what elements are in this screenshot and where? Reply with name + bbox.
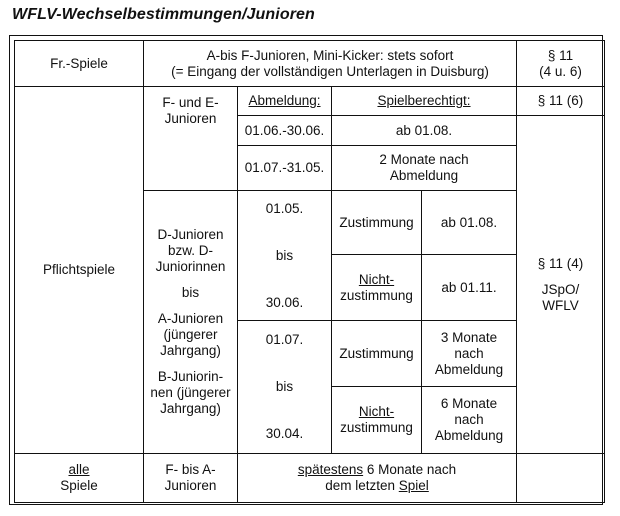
abmeldung-header: Abmeldung:	[238, 87, 332, 116]
result-ab-0111: ab 01.11.	[422, 255, 517, 321]
transfer-rules-table	[14, 40, 605, 503]
fe-date-2: 01.07.-31.05.	[238, 146, 332, 191]
page-title: WFLV-Wechselbestimmungen/Junioren	[12, 6, 315, 23]
fr-rule-text: A-bis F-Junioren, Mini-Kicker: stets sofort (= Eingang der vollständigen Unterlagen in Duisburg)	[144, 41, 517, 87]
result-ab-0108: ab 01.08.	[422, 191, 517, 255]
fe-juniors-label: F- und E- Junioren	[144, 87, 238, 191]
pflicht-paragraph-main: § 11 (4) JSpO/ WFLV	[517, 116, 605, 454]
row-label-pflichtspiele: Pflichtspiele	[15, 87, 144, 454]
zustimmung-2: Zustimmung	[332, 321, 422, 387]
result-3-monate: 3 Monate nach Abmeldung	[422, 321, 517, 387]
fe-result-1: ab 01.08.	[332, 116, 517, 146]
fe-date-1: 01.06.-30.06.	[238, 116, 332, 146]
row-label-alle-spiele: alle Spiele	[15, 454, 144, 503]
spielberechtigt-header: Spielberechtigt:	[332, 87, 517, 116]
period-1: 01.05. bis 30.06.	[238, 191, 332, 321]
nichtzustimmung-1: Nicht- zustimmung	[332, 255, 422, 321]
fe-result-2: 2 Monate nach Abmeldung	[332, 146, 517, 191]
alle-paragraph-ref	[517, 454, 605, 503]
table-row	[15, 454, 605, 503]
row-label-fr: Fr.-Spiele	[15, 41, 144, 87]
alle-rule-text: spätestens 6 Monate nach dem letzten Spiel	[238, 454, 517, 503]
table-row	[15, 41, 605, 87]
zustimmung-1: Zustimmung	[332, 191, 422, 255]
fa-juniors-label: F- bis A- Junioren	[144, 454, 238, 503]
table-row	[15, 87, 605, 116]
pflicht-paragraph-top: § 11 (6)	[517, 87, 605, 116]
fr-paragraph-ref: § 11 (4 u. 6)	[517, 41, 605, 87]
period-2: 01.07. bis 30.04.	[238, 321, 332, 454]
d-to-a-juniors-label: D-Junioren bzw. D- Juniorinnen bis A-Junioren (jüngerer Jahrgang) B-Juniorin- nen (jüngerer Jahrgang)	[144, 191, 238, 454]
result-6-monate: 6 Monate nach Abmeldung	[422, 387, 517, 454]
nichtzustimmung-2: Nicht- zustimmung	[332, 387, 422, 454]
